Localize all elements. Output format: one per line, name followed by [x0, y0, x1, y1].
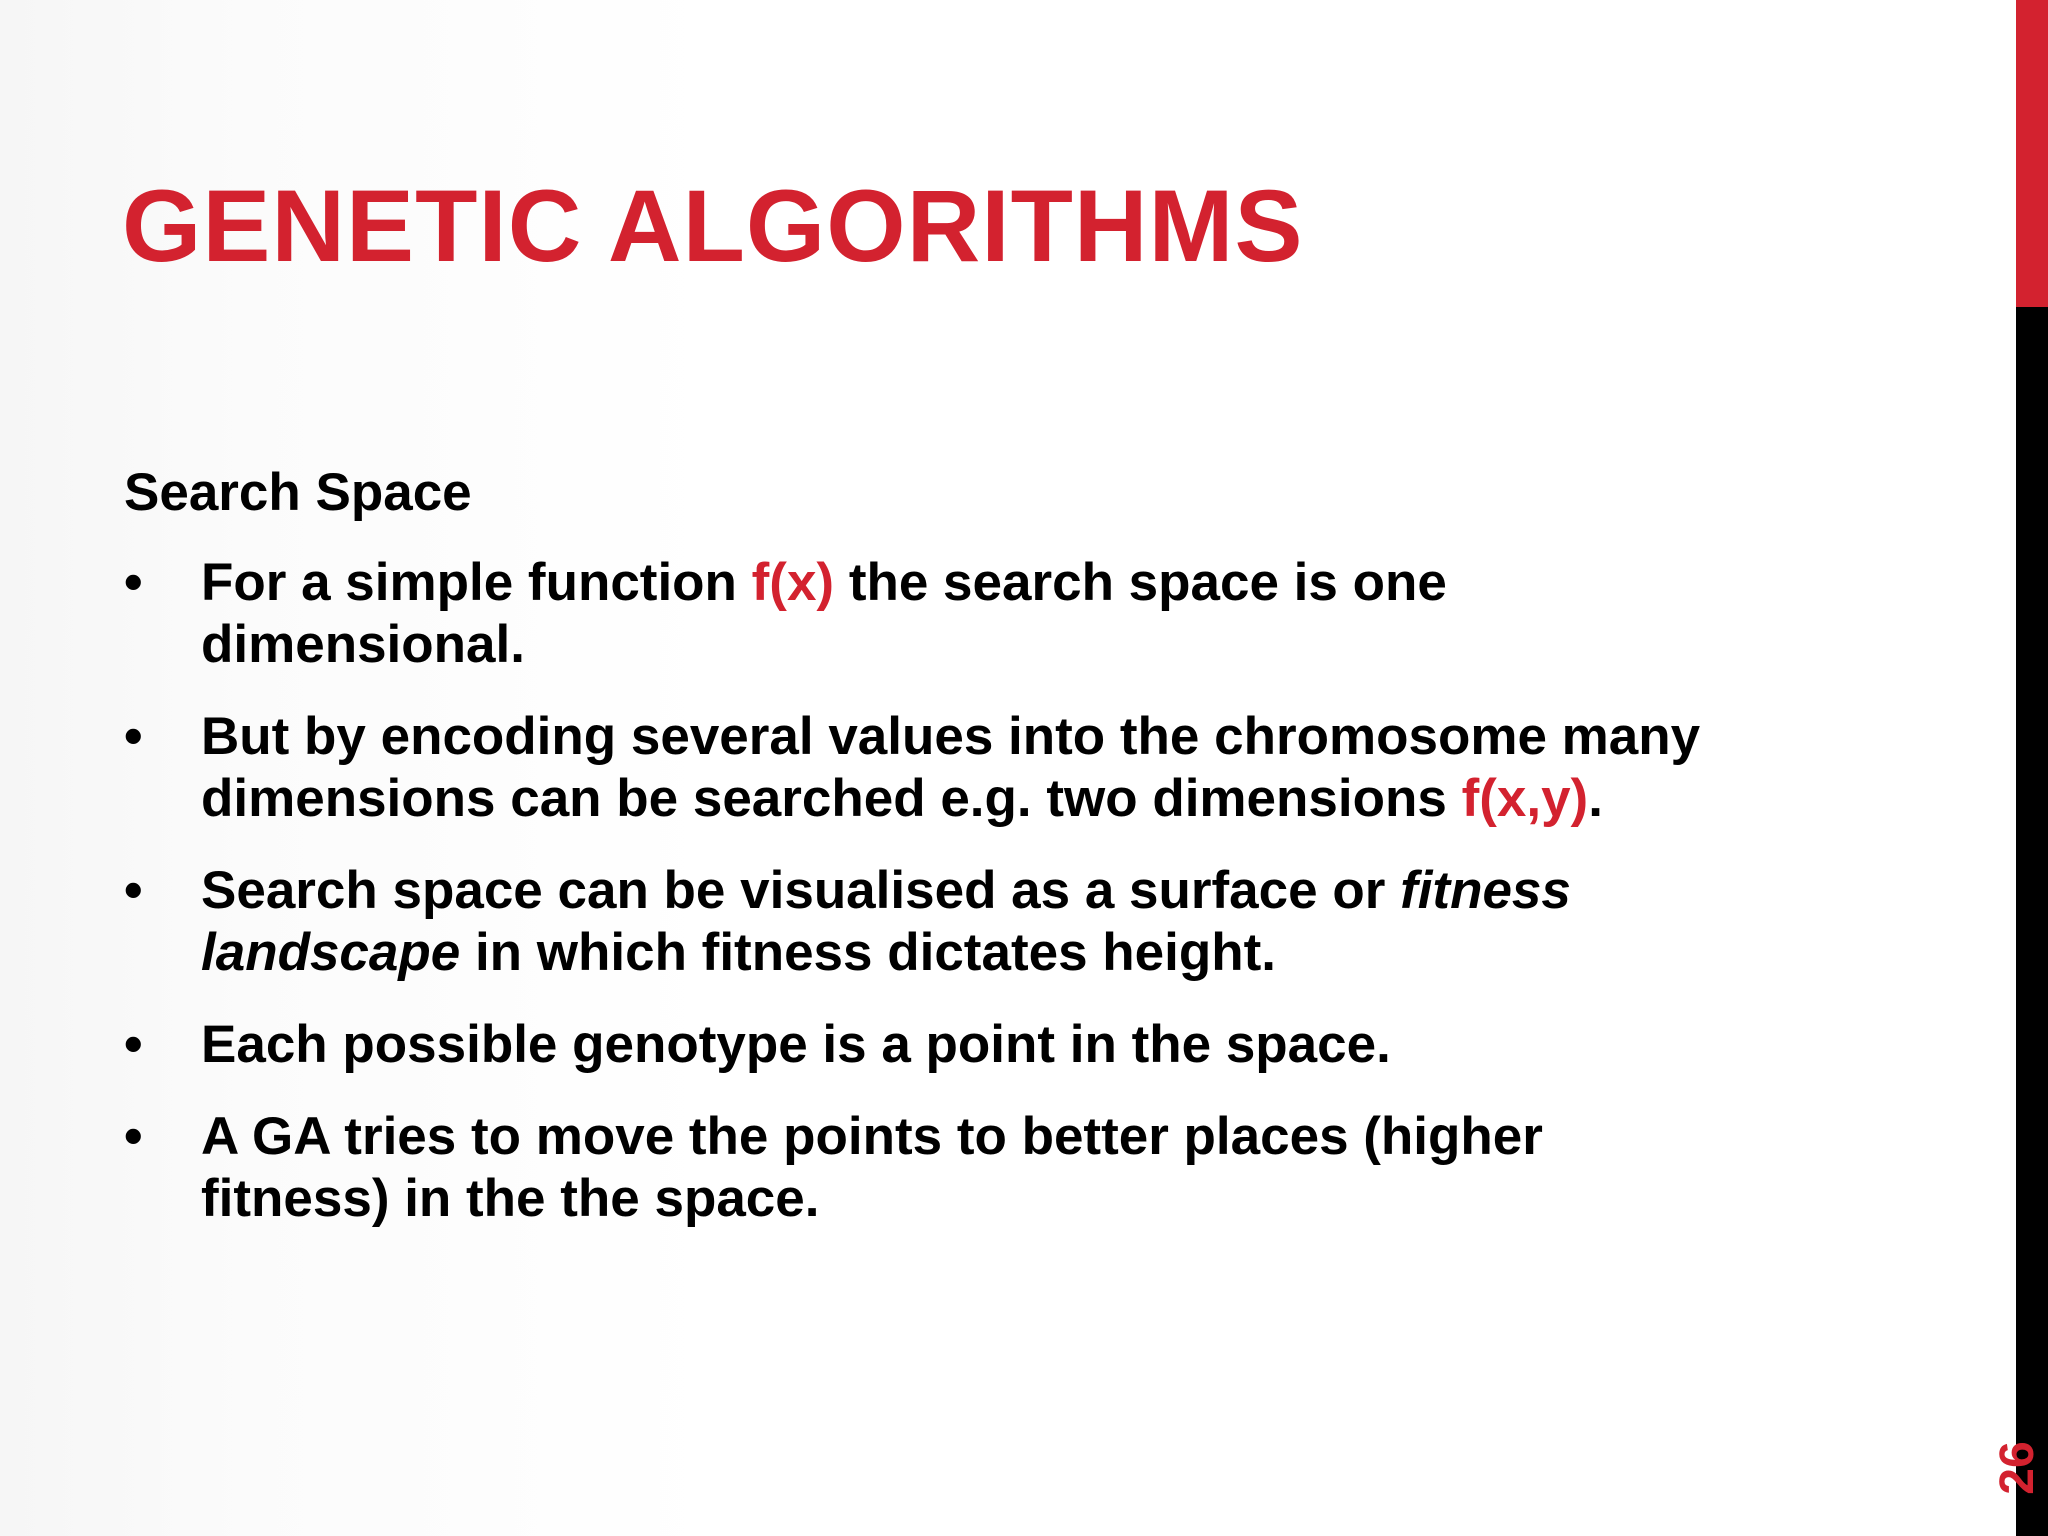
slide-title: GENETIC ALGORITHMS: [122, 169, 1304, 283]
bullet-marker: •: [124, 1107, 143, 1166]
bullet-item: [124, 1106, 1724, 1230]
bullet-marker: •: [124, 553, 143, 612]
section-subheading: Search Space: [124, 463, 472, 522]
bullet-text: the search space is one dimensional.: [201, 553, 1447, 674]
bullet-list: [124, 552, 1724, 1260]
bullet-item: [124, 552, 1724, 676]
bullet-item: [124, 1014, 1724, 1076]
bullet-item: [124, 860, 1724, 984]
fitness-landscape-term: fitness landscape: [201, 861, 1571, 982]
bullet-text: .: [1588, 769, 1603, 828]
bullet-text: Each possible genotype is a point in the space.: [201, 1015, 1391, 1074]
bullet-marker: •: [124, 1015, 143, 1074]
accent-bar-black: [2016, 307, 2048, 1536]
bullet-text: For a simple function: [201, 553, 752, 612]
page-number: 26: [1991, 1441, 2044, 1495]
bullet-text: Search space can be visualised as a surface or: [201, 861, 1401, 920]
accent-bar-red: [2016, 0, 2048, 307]
bullet-text: A GA tries to move the points to better places (higher fitness) in the the space.: [201, 1107, 1543, 1228]
bullet-text: in which fitness dictates height.: [460, 923, 1276, 982]
bullet-text: But by encoding several values into the chromosome many dimensions can be searched e.g. two dimensions: [201, 707, 1701, 828]
bullet-marker: •: [124, 861, 143, 920]
formula-fxy: f(x,y): [1461, 769, 1589, 828]
bullet-marker: •: [124, 707, 143, 766]
bullet-item: [124, 706, 1724, 830]
formula-fx: f(x): [751, 553, 835, 612]
